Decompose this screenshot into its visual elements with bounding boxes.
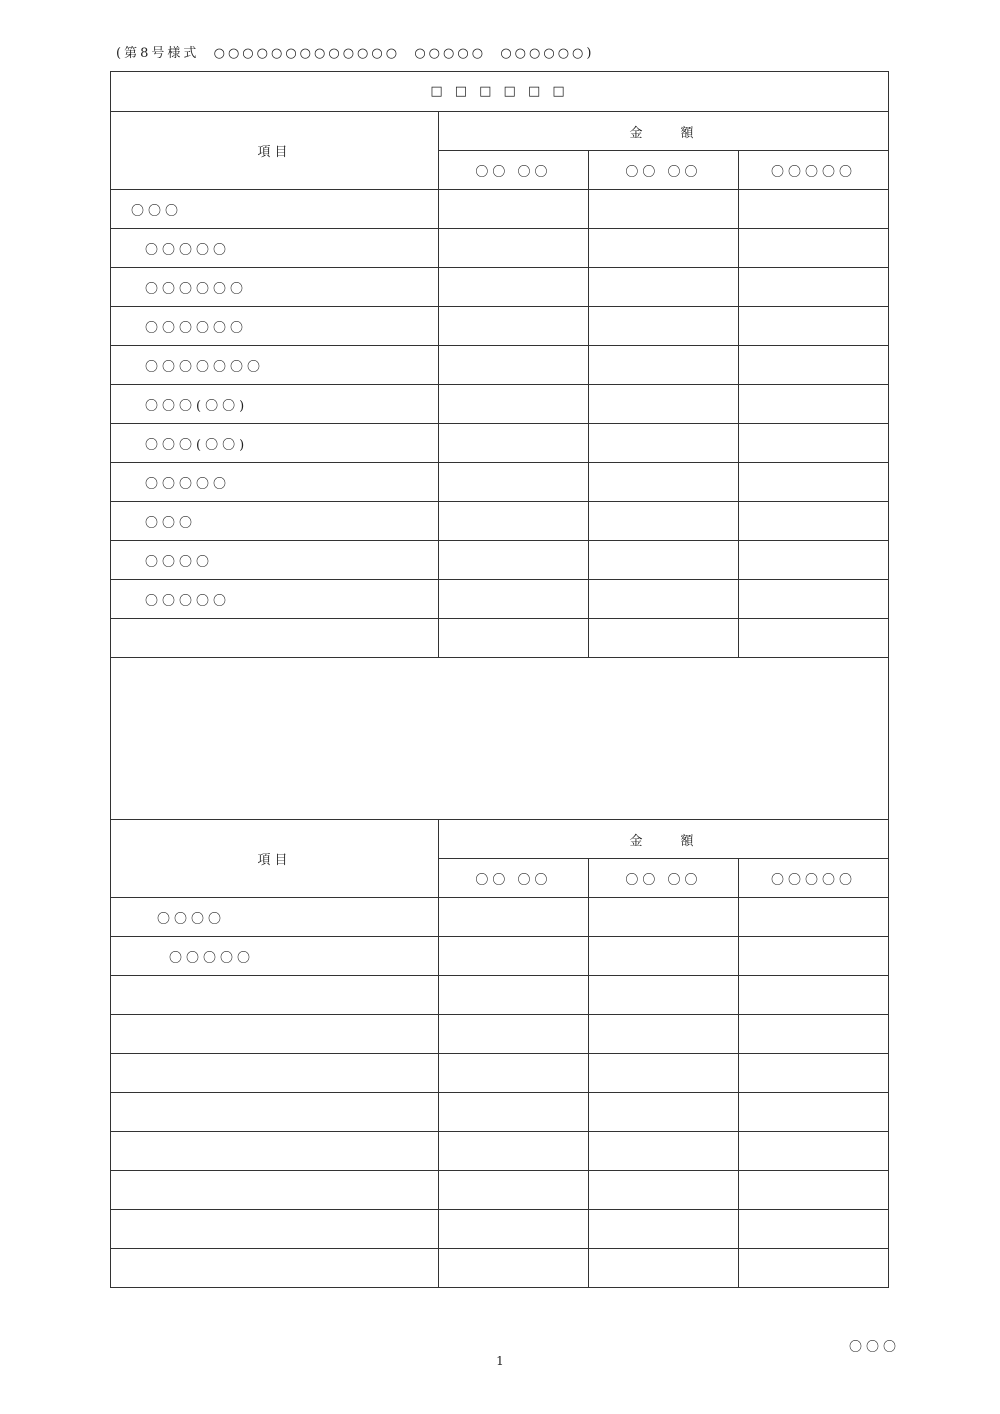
amount-cell[interactable] [589, 1171, 739, 1210]
amount-cell[interactable] [589, 937, 739, 976]
row-label: 〇〇〇(〇〇) [111, 385, 439, 424]
table-row [111, 346, 889, 385]
row-label: 〇〇〇 [111, 190, 439, 229]
table-row [111, 463, 889, 502]
amount-cell[interactable] [739, 307, 889, 346]
amount-cell[interactable] [739, 1015, 889, 1054]
amount-cell[interactable] [439, 268, 589, 307]
amount-cell[interactable] [439, 1093, 589, 1132]
row-label: 〇〇〇〇〇 [111, 580, 439, 619]
amount-cell[interactable] [589, 1249, 739, 1288]
amount-cell[interactable] [439, 1054, 589, 1093]
table-row [111, 229, 889, 268]
footer-note: 〇〇〇 [849, 1340, 901, 1355]
memo-area[interactable] [111, 658, 889, 820]
amount-cell[interactable] [439, 1132, 589, 1171]
amount-group-header: 金 額 [439, 112, 889, 151]
table-row [111, 190, 889, 229]
row-label: 〇〇〇〇〇〇〇 [111, 346, 439, 385]
row-label: 〇〇〇(〇〇) [111, 424, 439, 463]
amount-cell[interactable] [589, 346, 739, 385]
amount-cell[interactable] [739, 937, 889, 976]
row-label [111, 1249, 439, 1288]
table-row [111, 424, 889, 463]
amount-cell[interactable] [589, 1210, 739, 1249]
row-label: 〇〇〇 [111, 502, 439, 541]
amount-cell[interactable] [739, 190, 889, 229]
amount-cell[interactable] [439, 1249, 589, 1288]
amount-cell[interactable] [589, 541, 739, 580]
amount-cell[interactable] [739, 1093, 889, 1132]
amount-group-header: 金 額 [439, 820, 889, 859]
row-label [111, 976, 439, 1015]
amount-cell[interactable] [739, 502, 889, 541]
row-label: 〇〇〇〇〇〇 [111, 268, 439, 307]
amount-cell[interactable] [589, 619, 739, 658]
table-row [111, 1210, 889, 1249]
amount-cell[interactable] [439, 976, 589, 1015]
amount-cell[interactable] [739, 268, 889, 307]
amount-cell[interactable] [739, 1249, 889, 1288]
row-label [111, 1132, 439, 1171]
amount-cell[interactable] [739, 229, 889, 268]
row-label [111, 1210, 439, 1249]
amount-cell[interactable] [589, 307, 739, 346]
amount-cell[interactable] [739, 463, 889, 502]
table-row [111, 1054, 889, 1093]
amount-cell[interactable] [739, 385, 889, 424]
amount-cell[interactable] [739, 898, 889, 937]
amount-column-header: 〇〇 〇〇 [589, 151, 739, 190]
amount-cell[interactable] [739, 619, 889, 658]
amount-cell[interactable] [439, 307, 589, 346]
table-row [111, 541, 889, 580]
table-row [111, 1132, 889, 1171]
row-label [111, 619, 439, 658]
page-number: 1 [496, 1354, 504, 1368]
amount-cell[interactable] [589, 1015, 739, 1054]
table-row [111, 976, 889, 1015]
row-label [111, 1171, 439, 1210]
amount-cell[interactable] [439, 937, 589, 976]
table-row [111, 1249, 889, 1288]
amount-cell[interactable] [439, 190, 589, 229]
amount-column-header: 〇〇〇〇〇 [739, 151, 889, 190]
amount-cell[interactable] [439, 1015, 589, 1054]
amount-cell[interactable] [439, 463, 589, 502]
amount-cell[interactable] [589, 580, 739, 619]
table-row [111, 502, 889, 541]
form-title: □ □ □ □ □ □ [111, 72, 889, 112]
table-row [111, 268, 889, 307]
amount-cell[interactable] [589, 1093, 739, 1132]
amount-column-header: 〇〇 〇〇 [439, 859, 589, 898]
amount-cell[interactable] [439, 502, 589, 541]
amount-cell[interactable] [439, 580, 589, 619]
amount-cell[interactable] [439, 898, 589, 937]
amount-cell[interactable] [439, 1210, 589, 1249]
amount-column-header: 〇〇 〇〇 [439, 151, 589, 190]
table-row [111, 937, 889, 976]
amount-cell[interactable] [739, 976, 889, 1015]
amount-cell[interactable] [589, 976, 739, 1015]
amount-cell[interactable] [739, 541, 889, 580]
form-table [110, 71, 889, 1288]
amount-cell[interactable] [589, 229, 739, 268]
amount-cell[interactable] [439, 1171, 589, 1210]
amount-cell[interactable] [589, 268, 739, 307]
amount-cell[interactable] [589, 502, 739, 541]
table-row [111, 307, 889, 346]
row-label [111, 1015, 439, 1054]
amount-cell[interactable] [439, 424, 589, 463]
table-row [111, 619, 889, 658]
table-row [111, 580, 889, 619]
amount-cell[interactable] [589, 190, 739, 229]
amount-cell[interactable] [439, 385, 589, 424]
amount-cell[interactable] [589, 898, 739, 937]
table-row [111, 385, 889, 424]
amount-cell[interactable] [739, 1171, 889, 1210]
amount-cell[interactable] [439, 541, 589, 580]
amount-column-header: 〇〇〇〇〇 [739, 859, 889, 898]
amount-cell[interactable] [589, 1054, 739, 1093]
row-label [111, 1054, 439, 1093]
row-label: 〇〇〇〇 [111, 898, 439, 937]
amount-cell[interactable] [739, 346, 889, 385]
table-row [111, 1015, 889, 1054]
row-label: 〇〇〇〇〇 [111, 463, 439, 502]
row-label: 〇〇〇〇〇 [111, 937, 439, 976]
amount-cell[interactable] [589, 424, 739, 463]
amount-cell[interactable] [739, 1054, 889, 1093]
table-row [111, 1093, 889, 1132]
amount-cell[interactable] [439, 619, 589, 658]
amount-column-header: 〇〇 〇〇 [589, 859, 739, 898]
amount-cell[interactable] [739, 1132, 889, 1171]
row-label [111, 1093, 439, 1132]
amount-cell[interactable] [739, 580, 889, 619]
amount-cell[interactable] [739, 424, 889, 463]
table-row [111, 1171, 889, 1210]
amount-cell[interactable] [589, 385, 739, 424]
form-header: (第8号様式 ○○○○○○○○○○○○○ ○○○○○ ○○○○○○) [116, 46, 595, 61]
item-column-header: 項目 [111, 820, 439, 898]
amount-cell[interactable] [739, 1210, 889, 1249]
row-label: 〇〇〇〇〇〇 [111, 307, 439, 346]
row-label: 〇〇〇〇 [111, 541, 439, 580]
item-column-header: 項目 [111, 112, 439, 190]
amount-cell[interactable] [589, 463, 739, 502]
amount-cell[interactable] [439, 229, 589, 268]
amount-cell[interactable] [589, 1132, 739, 1171]
amount-cell[interactable] [439, 346, 589, 385]
row-label: 〇〇〇〇〇 [111, 229, 439, 268]
table-row [111, 898, 889, 937]
